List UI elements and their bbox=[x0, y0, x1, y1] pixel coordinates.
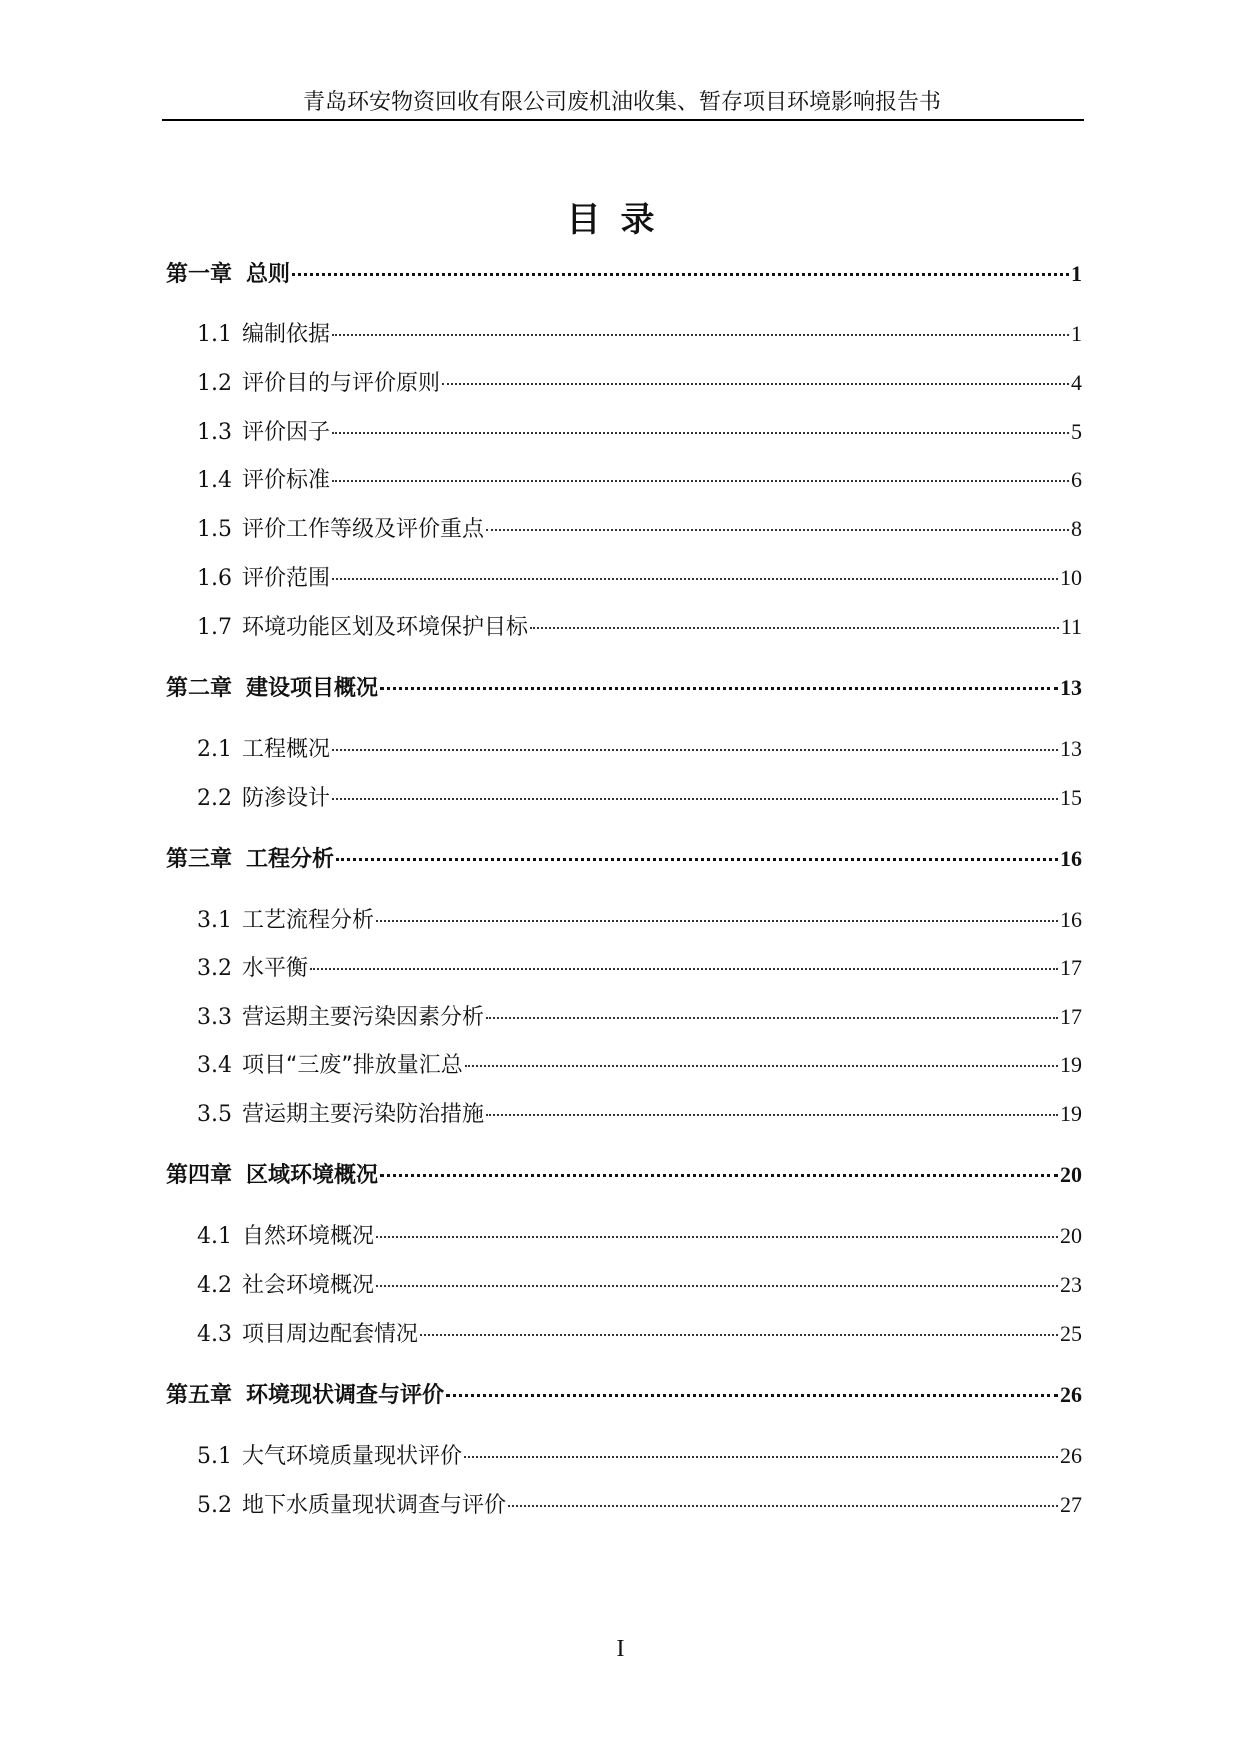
toc-entry-page: 1 bbox=[1071, 321, 1082, 346]
toc-leader bbox=[380, 687, 1058, 690]
toc-entry-text: 项目“三废”排放量汇总 bbox=[242, 1053, 463, 1078]
toc-section[interactable] bbox=[197, 513, 1082, 546]
toc-entry-number: 1.7 bbox=[197, 615, 232, 640]
toc-entry-page: 11 bbox=[1060, 614, 1082, 639]
running-header: 青岛环安物资回收有限公司废机油收集、暂存项目环境影响报告书 bbox=[302, 90, 941, 115]
toc-entry-page: 26 bbox=[1060, 1382, 1082, 1407]
toc-entry-page: 13 bbox=[1060, 675, 1082, 700]
toc-entry-text: 社会环境概况 bbox=[242, 1273, 375, 1298]
toc-leader bbox=[332, 798, 1058, 800]
toc-entry-page: 25 bbox=[1060, 1321, 1082, 1346]
toc-entry-number: 4.2 bbox=[197, 1273, 232, 1298]
toc-entry-text: 工程分析 bbox=[246, 847, 335, 872]
toc-leader bbox=[376, 1285, 1058, 1287]
toc-entry-text: 编制依据 bbox=[242, 322, 331, 347]
toc-entry-text: 建设项目概况 bbox=[246, 676, 379, 701]
toc-entry-number: 第一章 bbox=[166, 262, 233, 287]
toc-leader bbox=[464, 1456, 1058, 1458]
toc-entry-text: 自然环境概况 bbox=[242, 1224, 375, 1249]
toc-entry-page: 19 bbox=[1060, 1101, 1082, 1126]
toc-entry-number: 2.1 bbox=[197, 737, 232, 762]
toc-entry-text: 评价范围 bbox=[242, 566, 331, 591]
toc-title: 目录 bbox=[566, 200, 675, 240]
toc-entry-text: 防渗设计 bbox=[242, 786, 331, 811]
toc-entry-number: 5.1 bbox=[197, 1444, 232, 1469]
toc-section[interactable] bbox=[197, 782, 1082, 815]
toc-chapter[interactable] bbox=[166, 672, 1082, 705]
toc-leader bbox=[442, 383, 1069, 385]
toc-section[interactable] bbox=[197, 1440, 1082, 1473]
toc-entry-page: 27 bbox=[1060, 1492, 1082, 1517]
toc-leader bbox=[465, 1065, 1058, 1067]
toc-chapter[interactable] bbox=[166, 1379, 1082, 1412]
toc-entry-text: 区域环境概况 bbox=[246, 1163, 379, 1188]
toc-section[interactable] bbox=[197, 1220, 1082, 1253]
toc-entry-page: 20 bbox=[1060, 1223, 1082, 1248]
toc-entry-page: 4 bbox=[1071, 370, 1082, 395]
toc-entry-page: 26 bbox=[1060, 1443, 1082, 1468]
toc-entry-text: 项目周边配套情况 bbox=[242, 1322, 419, 1347]
toc-entry-number: 1.5 bbox=[197, 517, 232, 542]
toc-leader bbox=[332, 334, 1069, 336]
toc-section[interactable] bbox=[197, 904, 1082, 937]
toc-entry-text: 评价标准 bbox=[242, 468, 331, 493]
toc-entry-number: 第五章 bbox=[166, 1383, 233, 1408]
toc-leader bbox=[420, 1334, 1058, 1336]
toc-entry-number: 3.5 bbox=[197, 1102, 232, 1127]
toc-entry-number: 4.3 bbox=[197, 1322, 232, 1347]
toc-leader bbox=[336, 858, 1058, 861]
toc-section[interactable] bbox=[197, 733, 1082, 766]
toc-leader bbox=[310, 968, 1058, 970]
toc-entry-number: 3.1 bbox=[197, 908, 232, 933]
toc-entry-text: 评价目的与评价原则 bbox=[242, 371, 441, 396]
toc-leader bbox=[508, 1505, 1058, 1507]
toc-entry-text: 环境现状调查与评价 bbox=[246, 1383, 445, 1408]
toc-section[interactable] bbox=[197, 416, 1082, 449]
toc-entry-text: 水平衡 bbox=[242, 956, 309, 981]
toc-entry-page: 15 bbox=[1060, 785, 1082, 810]
toc-entry-number: 1.2 bbox=[197, 371, 232, 396]
toc-entry-number: 3.3 bbox=[197, 1005, 232, 1030]
toc-section[interactable] bbox=[197, 1001, 1082, 1034]
toc-entry-text: 评价因子 bbox=[242, 420, 331, 445]
toc-entry-page: 16 bbox=[1060, 846, 1082, 871]
toc-leader bbox=[380, 1174, 1058, 1177]
toc-chapter[interactable] bbox=[166, 1159, 1082, 1192]
toc-chapter[interactable] bbox=[166, 258, 1082, 291]
toc-entry-page: 8 bbox=[1071, 516, 1082, 541]
toc-section[interactable] bbox=[197, 1098, 1082, 1131]
toc-section[interactable] bbox=[197, 611, 1082, 644]
toc-entry-number: 1.4 bbox=[197, 468, 232, 493]
toc-section[interactable] bbox=[197, 1049, 1082, 1082]
toc-chapter[interactable] bbox=[166, 843, 1082, 876]
toc-leader bbox=[332, 749, 1058, 751]
toc-section[interactable] bbox=[197, 318, 1082, 351]
toc-section[interactable] bbox=[197, 464, 1082, 497]
toc-leader bbox=[530, 627, 1059, 629]
toc-section[interactable] bbox=[197, 562, 1082, 595]
toc-leader bbox=[446, 1394, 1058, 1397]
toc-entry-page: 17 bbox=[1060, 1004, 1082, 1029]
toc-entry-text: 工艺流程分析 bbox=[242, 908, 375, 933]
toc-entry-number: 1.1 bbox=[197, 322, 232, 347]
toc-leader bbox=[486, 1114, 1058, 1116]
toc-entry-text: 评价工作等级及评价重点 bbox=[242, 517, 485, 542]
toc-entry-page: 16 bbox=[1060, 907, 1082, 932]
toc-leader bbox=[332, 432, 1069, 434]
toc-entry-page: 10 bbox=[1060, 565, 1082, 590]
toc-entry-page: 6 bbox=[1071, 467, 1082, 492]
toc-section[interactable] bbox=[197, 1489, 1082, 1522]
toc-entry-number: 2.2 bbox=[197, 786, 232, 811]
toc-leader bbox=[332, 578, 1058, 580]
toc-leader bbox=[376, 1236, 1058, 1238]
toc-leader bbox=[376, 920, 1058, 922]
toc-entry-number: 第二章 bbox=[166, 676, 233, 701]
toc-entry-number: 1.6 bbox=[197, 566, 232, 591]
toc-leader bbox=[486, 1017, 1058, 1019]
toc-entry-page: 13 bbox=[1060, 736, 1082, 761]
toc-section[interactable] bbox=[197, 952, 1082, 985]
toc-entry-text: 工程概况 bbox=[242, 737, 331, 762]
toc-entry-text: 环境功能区划及环境保护目标 bbox=[242, 615, 529, 640]
toc-entry-number: 第三章 bbox=[166, 847, 233, 872]
toc-entry-number: 1.3 bbox=[197, 420, 232, 445]
toc-entry-page: 1 bbox=[1071, 261, 1082, 286]
toc-entry-page: 17 bbox=[1060, 955, 1082, 980]
toc-entry-text: 总则 bbox=[246, 262, 291, 287]
toc-entry-page: 23 bbox=[1060, 1272, 1082, 1297]
toc-entry-number: 5.2 bbox=[197, 1493, 232, 1518]
toc-entry-text: 地下水质量现状调查与评价 bbox=[242, 1493, 507, 1518]
toc-entry-page: 20 bbox=[1060, 1162, 1082, 1187]
toc-entry-number: 4.1 bbox=[197, 1224, 232, 1249]
toc-section[interactable] bbox=[197, 1269, 1082, 1302]
toc-entry-text: 营运期主要污染防治措施 bbox=[242, 1102, 485, 1127]
toc-entry-page: 19 bbox=[1060, 1052, 1082, 1077]
toc-entry-number: 3.4 bbox=[197, 1053, 232, 1078]
toc-section[interactable] bbox=[197, 367, 1082, 400]
toc-entry-page: 5 bbox=[1071, 419, 1082, 444]
toc-leader bbox=[486, 529, 1069, 531]
toc-entry-text: 大气环境质量现状评价 bbox=[242, 1444, 463, 1469]
page-number: I bbox=[616, 1636, 625, 1662]
toc-entry-number: 3.2 bbox=[197, 956, 232, 981]
toc-section[interactable] bbox=[197, 1318, 1082, 1351]
toc-entry-text: 营运期主要污染因素分析 bbox=[242, 1005, 485, 1030]
toc-leader bbox=[292, 273, 1069, 276]
toc-entry-number: 第四章 bbox=[166, 1163, 233, 1188]
toc-leader bbox=[332, 480, 1069, 482]
